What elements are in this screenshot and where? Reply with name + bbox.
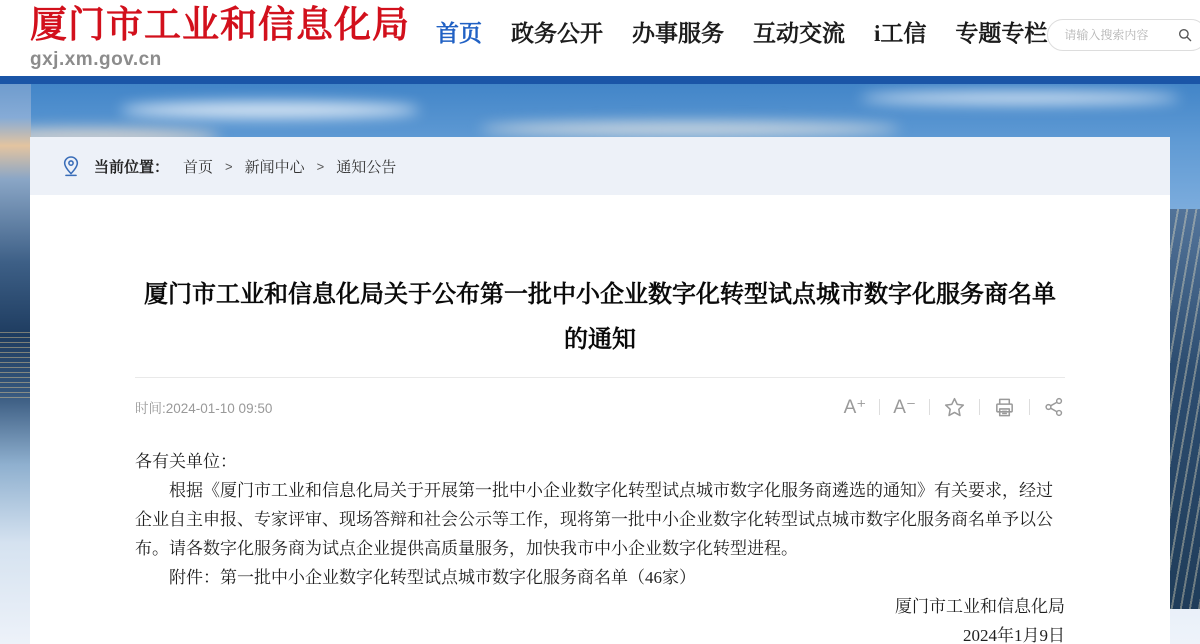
- article-toolbar: [844, 396, 1065, 419]
- search-icon[interactable]: [1176, 26, 1194, 44]
- site-domain: gxj.xm.gov.cn: [30, 49, 162, 71]
- print-icon[interactable]: [993, 396, 1016, 419]
- nav-item-interaction[interactable]: 互动交流: [753, 20, 845, 46]
- breadcrumb-item-news-center[interactable]: 新闻中心: [244, 159, 305, 176]
- article-meta-row: [135, 378, 1065, 422]
- cloud-decoration: [480, 122, 900, 136]
- share-icon[interactable]: [1043, 396, 1065, 418]
- main-paragraph: 根据《厦门市工业和信息化局关于开展第一批中小企业数字化转型试点城市数字化服务商遴选的通知》有关要求，经过企业自主申报、专家评审、现场答辩和社会公示等工作，现将第一批中小企业数字化转型试点城市数字化服务商名单予以公布。请各数字化服务商为试点企业提供高质量服务，加快我市中小企业数字化转型进程。: [135, 481, 1053, 558]
- toolbar-divider: [979, 399, 980, 415]
- content-panel: [30, 137, 1170, 644]
- signature-date: 2024年1月9日: [963, 626, 1065, 644]
- nav-item-gov-affairs[interactable]: 政务公开: [511, 20, 603, 46]
- toolbar-divider: [929, 399, 930, 415]
- header-divider-bar: [0, 76, 1200, 84]
- banner-city-left-photo: [0, 84, 31, 644]
- cloud-decoration: [860, 92, 1180, 104]
- breadcrumb-item-notices[interactable]: 通知公告: [336, 159, 397, 176]
- breadcrumb-separator: >: [316, 158, 325, 174]
- breadcrumb-separator: >: [225, 158, 233, 174]
- nav-item-igongxin[interactable]: i工信: [874, 20, 927, 46]
- article-title: 厦门市工业和信息化局关于公布第一批中小企业数字化转型试点城市数字化服务商名单的通知: [144, 282, 1056, 353]
- breadcrumb-label: 当前位置：: [94, 159, 170, 176]
- signature-issuer: 厦门市工业和信息化局: [895, 597, 1065, 616]
- site-header: [0, 0, 1200, 76]
- font-decrease-button[interactable]: A⁻: [893, 396, 916, 418]
- main-nav: [436, 15, 1047, 48]
- nav-item-home[interactable]: 首页: [436, 20, 482, 46]
- cloud-decoration: [120, 102, 420, 118]
- publish-time: 时间:2024-01-10 09:50: [135, 401, 273, 416]
- location-pin-icon: [60, 155, 82, 177]
- font-increase-button[interactable]: A⁺: [843, 396, 867, 418]
- article-body: [135, 447, 1065, 644]
- site-title: 厦门市工业和信息化局: [30, 4, 410, 46]
- nav-item-services[interactable]: 办事服务: [632, 20, 724, 46]
- toolbar-divider: [879, 399, 880, 415]
- attachment-link[interactable]: 附件：第一批中小企业数字化转型试点城市数字化服务商名单（46家）: [169, 568, 696, 587]
- breadcrumb-item-home[interactable]: 首页: [183, 159, 214, 176]
- breadcrumb: [30, 137, 1170, 195]
- site-brand[interactable]: [30, 5, 410, 72]
- favorite-star-icon[interactable]: [943, 396, 966, 419]
- search-box[interactable]: [1047, 19, 1200, 51]
- toolbar-divider: [1029, 399, 1030, 415]
- nav-item-special-columns[interactable]: 专题专栏: [955, 20, 1048, 46]
- notice-article: [30, 273, 1170, 644]
- banner-building-right-photo: [1168, 209, 1200, 609]
- salutation: 各有关单位：: [135, 452, 237, 471]
- search-input[interactable]: [1064, 28, 1176, 42]
